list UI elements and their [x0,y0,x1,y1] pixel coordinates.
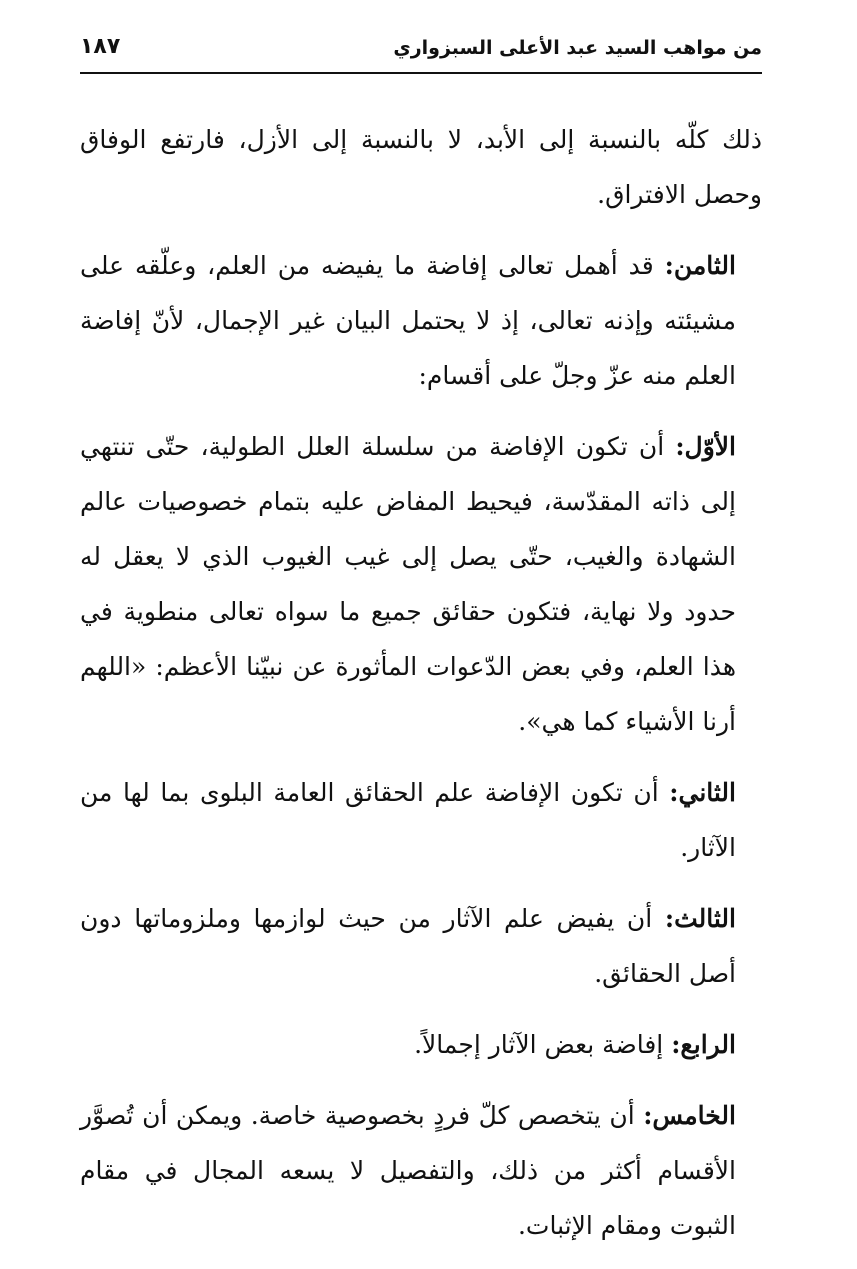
paragraph-text: أن تكون الإفاضة علم الحقائق العامة البلوى بما لها من الآثار. [80,778,736,862]
paragraph-continuation [80,112,762,222]
paragraph-text: ذلك كلّه بالنسبة إلى الأبد، لا بالنسبة إلى الأزل، فارتفع الوفاق وحصل الافتراق. [80,125,762,209]
paragraph-text: أن يتخصص كلّ فردٍ بخصوصية خاصة. ويمكن أن تُصوَّر الأقسام أكثر من ذلك، والتفصيل لا يسعه المجال في مقام الثبوت ومقام الإثبات. [80,1101,736,1240]
paragraph-term: الثالث: [664,904,736,933]
paragraph-eighth [80,238,762,403]
page-number: ١٨٧ [80,34,121,59]
paragraph-fourth-division [80,1017,762,1072]
paragraph-text: أن تكون الإفاضة من سلسلة العلل الطولية، حتّى تنتهي إلى ذاته المقدّسة، فيحيط المفاض عليه بتمام خصوصيات عالم الشهادة والغيب، حتّى يصل إلى غيب الغيوب الذي لا يعقل له حدود ولا نهاية، فتكون حقائق جميع ما سواه تعالى منطوية في هذا العلم، وفي بعض الدّعوات المأثورة عن نبيّنا الأعظم: «اللهم أرنا الأشياء كما هي». [80,432,737,736]
paragraph-term: الرابع: [671,1030,736,1059]
page-header [80,30,762,68]
paragraph-text: أن يفيض علم الآثار من حيث لوازمها وملزوماتها دون أصل الحقائق. [80,904,736,988]
header-rule [80,72,762,74]
paragraph-first-division [80,419,762,749]
running-title: من مواهب السيد عبد الأعلى السبزواري [393,37,762,59]
paragraph-term: الأوّل: [675,432,736,461]
paragraph-term: الثاني: [669,778,736,807]
body-text [80,112,762,1269]
paragraph-text: قد أهمل تعالى إفاضة ما يفيضه من العلم، وعلّقه على مشيئته وإذنه تعالى، إذ لا يحتمل البيان غير الإجمال، لأنّ إفاضة العلم منه عزّ وجلّ على أقسام: [80,251,736,390]
paragraph-text: إفاضة بعض الآثار إجمالاً. [414,1030,672,1059]
paragraph-term: الخامس: [643,1101,736,1130]
paragraph-second-division [80,765,762,875]
paragraph-third-division [80,891,762,1001]
paragraph-term: الثامن: [664,251,736,280]
paragraph-fifth-division [80,1088,762,1253]
